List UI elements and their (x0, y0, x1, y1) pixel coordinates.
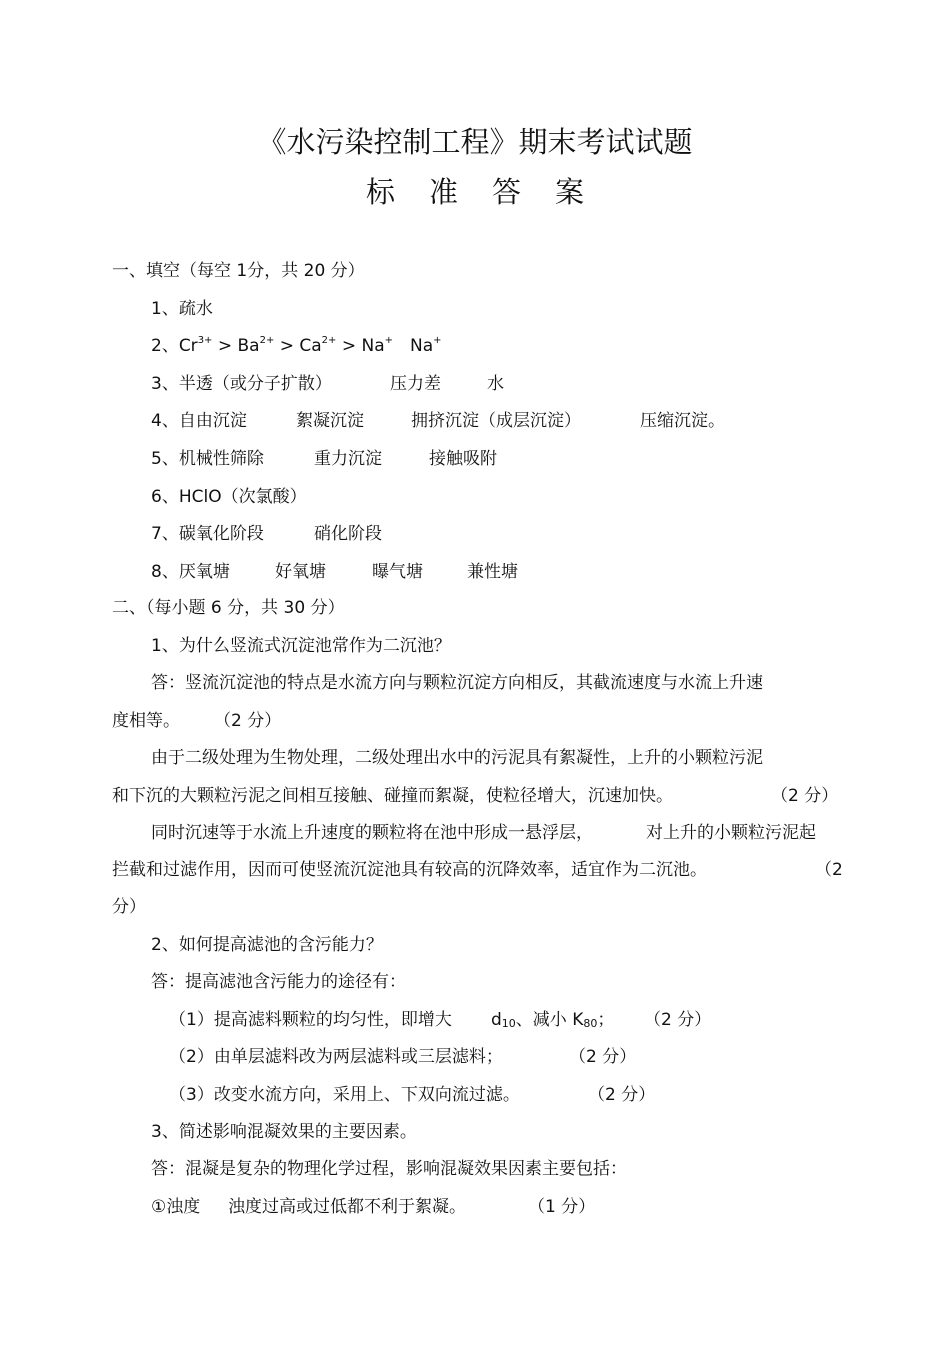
s1-answer-4d: 压缩沉淀。 (640, 411, 725, 431)
s2-q1-score-1: （2 分） (214, 711, 282, 731)
s1-answer-6: 6、HClO（次氯酸） (151, 487, 307, 507)
charge-cr: 3+ (197, 335, 213, 346)
s2-q1-para3-line-2: 拦截和过滤作用，因而可使竖流沉淀池具有较高的沉降效率，适宜作为二沉池。 (112, 860, 707, 880)
s2-question-3: 3、简述影响混凝效果的主要因素。 (151, 1122, 417, 1142)
s2-q3-factor-1-score: （1 分） (528, 1197, 596, 1217)
s2-q1-para2-line-2: 和下沉的大颗粒污泥之间相互接触、碰撞而絮凝，使粒径增大，沉速加快。 (112, 786, 673, 806)
charge-ba: 2+ (259, 335, 275, 346)
section-2-heading: 二、（每小题 6 分，共 30 分） (112, 598, 345, 618)
s2-question-1: 1、为什么竖流式沉淀池常作为二沉池？ (151, 636, 451, 656)
s1-answer-8b: 好氧塘 (275, 562, 326, 582)
s1-answer-3c: 水 (487, 374, 504, 394)
charge-ca: 2+ (321, 335, 337, 346)
s2-q1-para3-line-1b: 对上升的小颗粒污泥起 (646, 823, 816, 843)
s2-q2-answer: 答：提高滤池含污能力的途径有： (151, 972, 406, 992)
s2-q1-answer-line-1: 答：竖流沉淀池的特点是水流方向与颗粒沉淀方向相反，其截流速度与水流上升速 (151, 673, 763, 693)
s1-answer-8a: 8、厌氧塘 (151, 562, 230, 582)
s1-answer-8c: 曝气塘 (372, 562, 423, 582)
s1-answer-3a: 3、半透（或分子扩散） (151, 374, 332, 394)
ion-ca: > Ca (274, 336, 322, 356)
s1-answer-7a: 7、碳氧化阶段 (151, 524, 264, 544)
charge-na: + (384, 335, 393, 346)
page-title: 《水污染控制工程》期末考试试题 (257, 125, 693, 159)
s2-q2-item-1-formula: $d_{10}$、减小 $K_{80}$； (491, 1010, 615, 1030)
s2-q1-score-3a: （2 (815, 860, 843, 880)
s1-answer-1: 1、疏水 (151, 299, 213, 319)
s2-q2-item-3: （3）改变水流方向，采用上、下双向流过滤。 (169, 1085, 520, 1105)
section-1-heading: 一、填空（每空 1分，共 20 分） (112, 261, 365, 281)
s2-q2-item-3-score: （2 分） (588, 1085, 656, 1105)
ion-na: > Na (336, 336, 385, 356)
s1-answer-4b: 絮凝沉淀 (296, 411, 364, 431)
s2-q1-para2-line-1: 由于二级处理为生物处理，二级处理出水中的污泥具有絮凝性，上升的小颗粒污泥 (151, 748, 763, 768)
s2-q1-score-2: （2 分） (771, 786, 839, 806)
s1-answer-5a: 5、机械性筛除 (151, 449, 264, 469)
s2-q2-item-1-score: （2 分） (644, 1010, 712, 1030)
s1-answer-2b: Na+ (410, 335, 442, 356)
s1-answer-5c: 接触吸附 (429, 449, 497, 469)
s1-answer-5b: 重力沉淀 (314, 449, 382, 469)
s2-question-2: 2、如何提高滤池的含污能力？ (151, 935, 383, 955)
s2-q2-item-2-score: （2 分） (569, 1047, 637, 1067)
s1-answer-2 (151, 335, 442, 357)
s1-answer-7b: 硝化阶段 (314, 524, 382, 544)
s1-answer-4c: 拥挤沉淀（成层沉淀） (411, 411, 581, 431)
s2-q1-score-3b: 分） (112, 897, 146, 917)
s2-q1-answer-line-2: 度相等。 (112, 711, 180, 731)
s2-q3-factor-1-text: 浊度过高或过低都不利于絮凝。 (228, 1197, 466, 1217)
ion-cr: 2、Cr (151, 336, 198, 356)
s1-answer-8d: 兼性塘 (467, 562, 518, 582)
s2-q3-factor-1-label: ①浊度 (151, 1197, 201, 1217)
s1-answer-4a: 4、自由沉淀 (151, 411, 247, 431)
s2-q2-item-2: （2）由单层滤料改为两层滤料或三层滤料； (169, 1047, 503, 1067)
s2-q2-item-1: （1）提高滤料颗粒的均匀性，即增大 (169, 1010, 452, 1030)
ion-ba: > Ba (212, 336, 260, 356)
page-subtitle: 标准答案 (365, 175, 618, 209)
s2-q3-answer: 答：混凝是复杂的物理化学过程，影响混凝效果因素主要包括： (151, 1159, 627, 1179)
s2-q1-para3-line-1a: 同时沉速等于水流上升速度的颗粒将在池中形成一悬浮层， (151, 823, 593, 843)
s1-answer-3b: 压力差 (390, 374, 441, 394)
